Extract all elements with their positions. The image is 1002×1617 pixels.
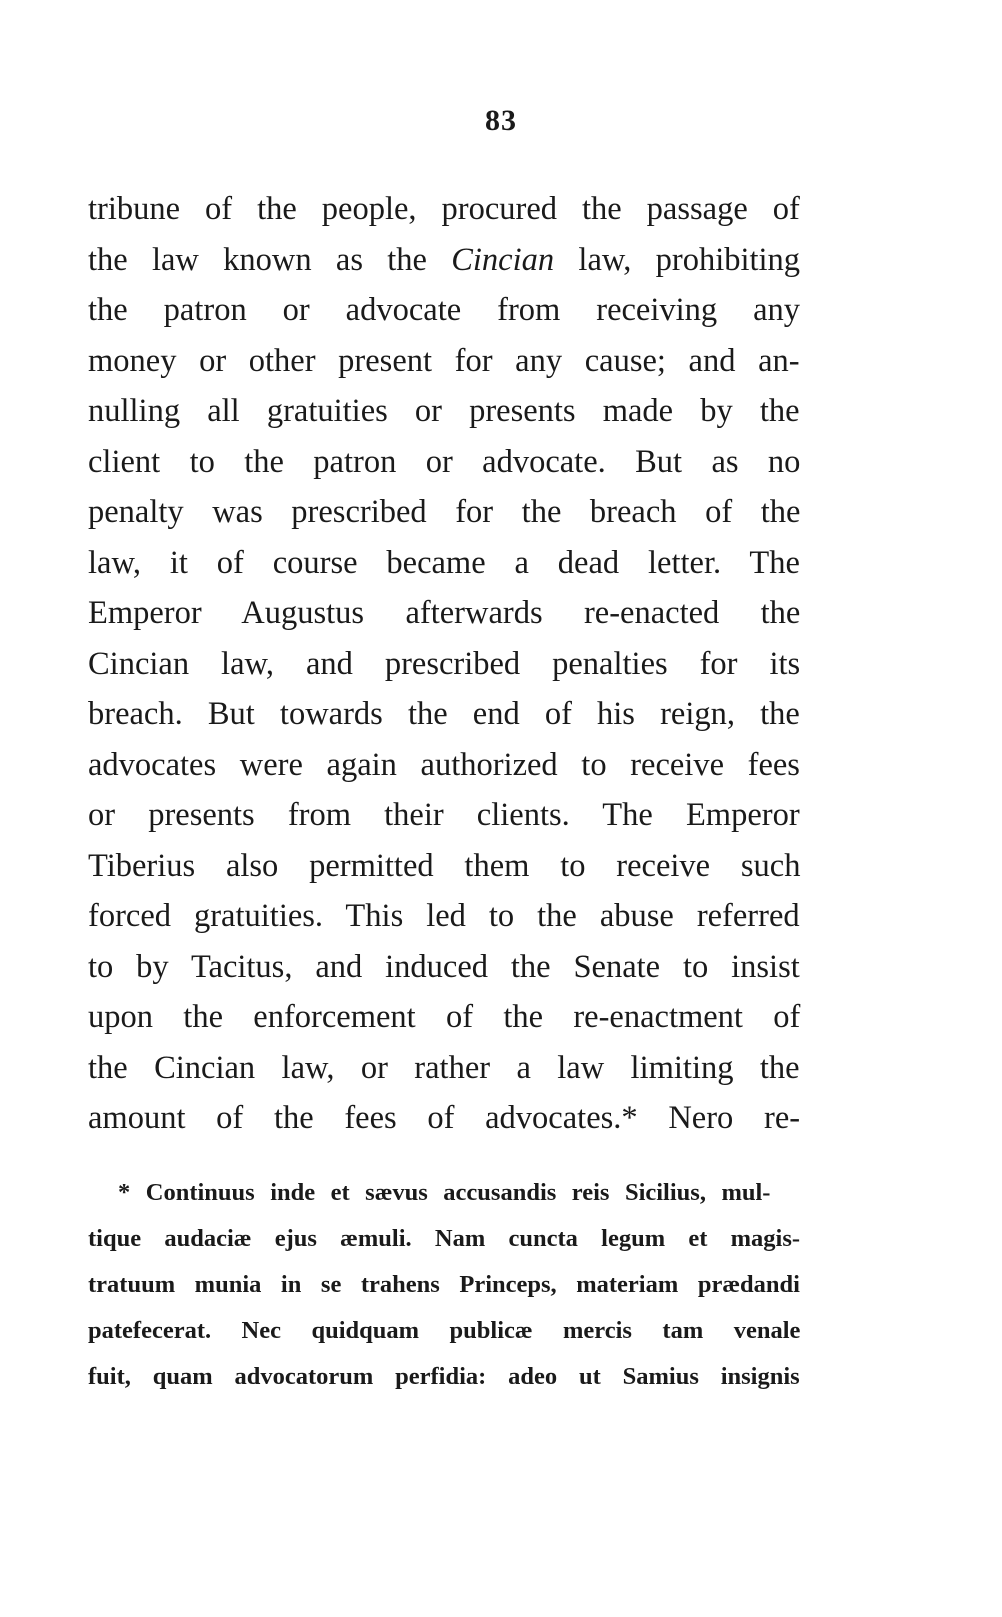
text-line: advocates were again authorized to receive fees (88, 746, 800, 783)
text-line: to by Tacitus, and induced the Senate to insist (88, 948, 800, 985)
text-line: or presents from their clients. The Emperor (88, 797, 800, 833)
text-line: the law known as the Cincian law, prohibiting (88, 241, 801, 278)
text-line: penalty was prescribed for the breach of the (88, 494, 801, 530)
footnote-line: * Continuus inde et sævus accusandis reis Sicilius, mul- (118, 1179, 771, 1206)
body-text (88, 184, 800, 1144)
footnote (88, 1170, 800, 1400)
text-line: breach. But towards the end of his reign, the (88, 696, 800, 732)
text-line: Cincian law, and prescribed penalties for its (88, 645, 801, 682)
text-line: law, it of course became a dead letter. The (88, 544, 800, 581)
text-line: the Cincian law, or rather a law limiting the (88, 1049, 800, 1086)
text-line: the patron or advocate from receiving any (88, 292, 801, 328)
footnote-line: tratuum munia in se trahens Princeps, materiam prædandi (88, 1271, 800, 1298)
text-line: nulling all gratuities or presents made by the (88, 393, 800, 429)
text-line: upon the enforcement of the re-enactment of (88, 999, 801, 1035)
footnote-line: fuit, quam advocatorum perfidia: adeo ut Samius insignis (88, 1363, 800, 1390)
text-line: Emperor Augustus afterwards re-enacted the (88, 595, 801, 631)
text-line: money or other present for any cause; and an- (88, 342, 800, 379)
text-line: Tiberius also permitted them to receive such (88, 847, 801, 884)
text-line: tribune of the people, procured the passage of (88, 191, 800, 227)
text-line: client to the patron or advocate. But as no (88, 443, 801, 480)
text-line: forced gratuities. This led to the abuse referred (88, 898, 800, 934)
footnote-line: patefecerat. Nec quidquam publicæ mercis tam venale (88, 1317, 801, 1344)
italic-term: Cincian (451, 241, 555, 278)
footnote-line: tique audaciæ ejus æmuli. Nam cuncta legum et magis- (88, 1225, 801, 1252)
text-line: amount of the fees of advocates.* Nero re- (88, 1100, 801, 1136)
page-number: 83 (485, 104, 517, 137)
